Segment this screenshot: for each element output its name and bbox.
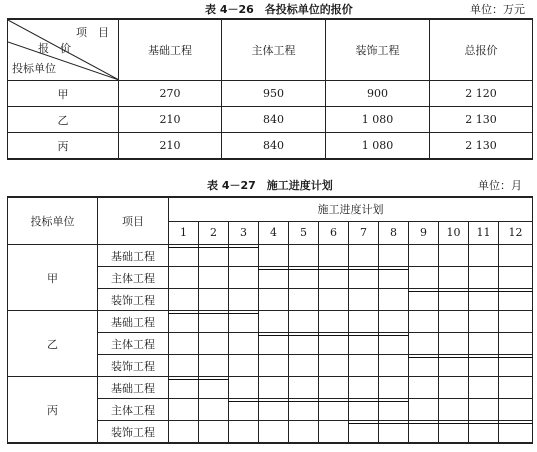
col-header: 装饰工程	[326, 19, 430, 81]
table-row	[8, 377, 533, 399]
month-cell	[229, 311, 259, 333]
month-cell	[409, 245, 439, 267]
task-label: 装饰工程	[98, 355, 169, 377]
month-cell	[439, 377, 469, 399]
price-cell: 840	[222, 107, 326, 133]
month-cell	[259, 311, 289, 333]
month-cell	[289, 399, 319, 421]
month-cell	[169, 245, 199, 267]
month-header: 7	[349, 221, 379, 244]
schedule-bar	[198, 379, 229, 380]
schedule-bar	[438, 423, 469, 424]
month-cell	[199, 289, 229, 311]
schedule-bar	[408, 357, 439, 358]
month-cell	[469, 245, 499, 267]
month-cell	[469, 267, 499, 289]
month-cell	[469, 399, 499, 421]
month-cell	[379, 355, 409, 377]
month-cell	[169, 355, 199, 377]
month-cell	[439, 311, 469, 333]
header-bidder: 投标单位	[8, 197, 98, 245]
bidder-name: 丙	[8, 377, 98, 444]
schedule-bar	[408, 291, 439, 292]
month-cell	[229, 399, 259, 421]
month-cell	[439, 399, 469, 421]
schedule-bar	[348, 401, 379, 402]
month-header: 2	[199, 221, 229, 244]
month-header: 1	[169, 221, 199, 244]
bidder-name: 甲	[8, 245, 98, 311]
month-cell	[289, 377, 319, 399]
month-cell	[169, 311, 199, 333]
schedule-bar	[408, 423, 439, 424]
month-cell	[169, 377, 199, 399]
month-cell	[289, 311, 319, 333]
month-cell	[379, 421, 409, 444]
schedule-bar	[348, 423, 379, 424]
month-cell	[499, 245, 533, 267]
month-cell	[469, 377, 499, 399]
task-label: 主体工程	[98, 333, 169, 355]
task-label: 基础工程	[98, 245, 169, 267]
month-cell	[319, 399, 349, 421]
month-cell	[379, 267, 409, 289]
month-cell	[409, 421, 439, 444]
month-cell	[289, 355, 319, 377]
table-row	[8, 245, 533, 267]
month-cell	[469, 289, 499, 311]
month-cell	[319, 245, 349, 267]
task-label: 主体工程	[98, 399, 169, 421]
month-header: 6	[319, 221, 349, 244]
month-cell	[409, 399, 439, 421]
schedule-bar	[378, 401, 409, 402]
task-label: 基础工程	[98, 311, 169, 333]
schedule-bar	[318, 401, 349, 402]
month-header: 12	[499, 221, 533, 244]
month-cell	[229, 245, 259, 267]
table2-unit: 单位：月	[478, 179, 522, 192]
month-cell	[439, 267, 469, 289]
month-cell	[199, 267, 229, 289]
table-row	[8, 81, 533, 107]
schedule-bar	[378, 269, 409, 270]
bid-price-table	[7, 18, 533, 160]
price-cell: 2 130	[430, 107, 533, 133]
month-cell	[499, 333, 533, 355]
schedule-bar	[468, 357, 499, 358]
month-cell	[169, 267, 199, 289]
month-cell	[409, 289, 439, 311]
month-cell	[379, 333, 409, 355]
month-cell	[379, 311, 409, 333]
month-cell	[169, 289, 199, 311]
schedule-bar	[168, 379, 199, 380]
month-cell	[259, 399, 289, 421]
month-cell	[349, 421, 379, 444]
month-cell	[439, 421, 469, 444]
month-cell	[409, 311, 439, 333]
schedule-bar	[258, 269, 289, 270]
col-header: 总报价	[430, 19, 533, 81]
month-header: 4	[259, 221, 289, 244]
corner-bid-label: 报 价	[38, 42, 71, 55]
schedule-bar	[498, 357, 533, 358]
month-cell	[259, 245, 289, 267]
month-cell	[349, 245, 379, 267]
table-row	[8, 107, 533, 133]
month-cell	[349, 289, 379, 311]
month-cell	[289, 267, 319, 289]
schedule-bar	[348, 335, 379, 336]
schedule-bar	[198, 247, 229, 248]
month-cell	[259, 267, 289, 289]
price-cell: 210	[119, 133, 222, 160]
month-cell	[199, 311, 229, 333]
month-cell	[409, 267, 439, 289]
bidder-name: 乙	[8, 107, 119, 133]
schedule-bar	[258, 335, 289, 336]
task-label: 主体工程	[98, 267, 169, 289]
month-cell	[229, 333, 259, 355]
month-cell	[259, 421, 289, 444]
month-header: 11	[469, 221, 499, 244]
price-cell: 840	[222, 133, 326, 160]
schedule-bar	[228, 247, 259, 248]
month-cell	[379, 377, 409, 399]
schedule-bar	[288, 335, 319, 336]
price-cell: 210	[119, 107, 222, 133]
table1-caption: 表 4－26 各投标单位的报价	[205, 3, 353, 16]
schedule-bar	[258, 401, 289, 402]
price-cell: 2 120	[430, 81, 533, 107]
month-cell	[199, 355, 229, 377]
month-cell	[379, 399, 409, 421]
month-header: 8	[379, 221, 409, 244]
month-cell	[319, 377, 349, 399]
month-cell	[229, 421, 259, 444]
schedule-bar	[378, 423, 409, 424]
month-cell	[169, 333, 199, 355]
month-cell	[349, 333, 379, 355]
price-cell: 2 130	[430, 133, 533, 160]
schedule-bar	[288, 401, 319, 402]
header-plan: 施工进度计划	[169, 197, 533, 221]
schedule-bar	[318, 335, 349, 336]
month-cell	[469, 355, 499, 377]
month-cell	[409, 355, 439, 377]
month-cell	[259, 289, 289, 311]
month-cell	[379, 289, 409, 311]
month-cell	[439, 355, 469, 377]
price-cell: 1 080	[326, 133, 430, 160]
month-cell	[199, 377, 229, 399]
month-cell	[499, 355, 533, 377]
table-row	[8, 311, 533, 333]
month-cell	[469, 311, 499, 333]
schedule-bar	[168, 313, 199, 314]
schedule-bar	[228, 401, 259, 402]
schedule-bar	[468, 423, 499, 424]
month-cell	[349, 311, 379, 333]
month-cell	[199, 245, 229, 267]
month-cell	[349, 399, 379, 421]
month-cell	[409, 333, 439, 355]
schedule-bar	[468, 291, 499, 292]
price-cell: 900	[326, 81, 430, 107]
col-header: 基础工程	[119, 19, 222, 81]
month-cell	[319, 421, 349, 444]
month-cell	[349, 377, 379, 399]
month-cell	[259, 333, 289, 355]
schedule-bar	[168, 247, 199, 248]
table-row	[8, 133, 533, 160]
schedule-bar	[378, 335, 409, 336]
month-header: 5	[289, 221, 319, 244]
month-header: 3	[229, 221, 259, 244]
bidder-name: 丙	[8, 133, 119, 160]
month-cell	[169, 421, 199, 444]
month-cell	[319, 311, 349, 333]
price-cell: 950	[222, 81, 326, 107]
month-cell	[349, 355, 379, 377]
month-cell	[439, 245, 469, 267]
schedule-bar	[348, 269, 379, 270]
month-cell	[379, 245, 409, 267]
header-item: 项目	[98, 197, 169, 245]
bidder-name: 乙	[8, 311, 98, 377]
task-label: 装饰工程	[98, 421, 169, 444]
month-cell	[439, 289, 469, 311]
month-cell	[319, 355, 349, 377]
month-cell	[289, 289, 319, 311]
schedule-bar	[318, 269, 349, 270]
month-cell	[259, 355, 289, 377]
table1-unit: 单位：万元	[470, 3, 525, 16]
month-cell	[499, 311, 533, 333]
schedule-bar	[438, 291, 469, 292]
month-cell	[169, 399, 199, 421]
corner-header-cell	[8, 19, 119, 81]
month-cell	[319, 333, 349, 355]
month-cell	[199, 333, 229, 355]
schedule-bar	[198, 313, 229, 314]
month-header: 10	[439, 221, 469, 244]
month-cell	[349, 267, 379, 289]
month-cell	[289, 245, 319, 267]
month-cell	[469, 333, 499, 355]
month-cell	[409, 377, 439, 399]
month-cell	[319, 289, 349, 311]
price-cell: 270	[119, 81, 222, 107]
bidder-name: 甲	[8, 81, 119, 107]
schedule-bar	[498, 423, 533, 424]
task-label: 装饰工程	[98, 289, 169, 311]
month-cell	[229, 267, 259, 289]
schedule-table	[7, 196, 533, 444]
month-cell	[319, 267, 349, 289]
month-cell	[499, 421, 533, 444]
month-cell	[469, 421, 499, 444]
month-cell	[229, 355, 259, 377]
task-label: 基础工程	[98, 377, 169, 399]
month-cell	[499, 399, 533, 421]
month-cell	[229, 289, 259, 311]
month-cell	[289, 333, 319, 355]
corner-bidder-label: 投标单位	[12, 62, 56, 75]
schedule-bar	[438, 357, 469, 358]
schedule-bar	[228, 313, 259, 314]
price-cell: 1 080	[326, 107, 430, 133]
month-cell	[439, 333, 469, 355]
col-header: 主体工程	[222, 19, 326, 81]
schedule-bar	[498, 291, 533, 292]
month-cell	[499, 377, 533, 399]
month-cell	[499, 289, 533, 311]
corner-item-label: 项 目	[76, 26, 109, 39]
schedule-bar	[288, 269, 319, 270]
month-cell	[289, 421, 319, 444]
month-cell	[499, 267, 533, 289]
month-cell	[259, 377, 289, 399]
month-header: 9	[409, 221, 439, 244]
table2-caption: 表 4－27 施工进度计划	[207, 179, 333, 192]
month-cell	[199, 421, 229, 444]
month-cell	[229, 377, 259, 399]
month-cell	[199, 399, 229, 421]
